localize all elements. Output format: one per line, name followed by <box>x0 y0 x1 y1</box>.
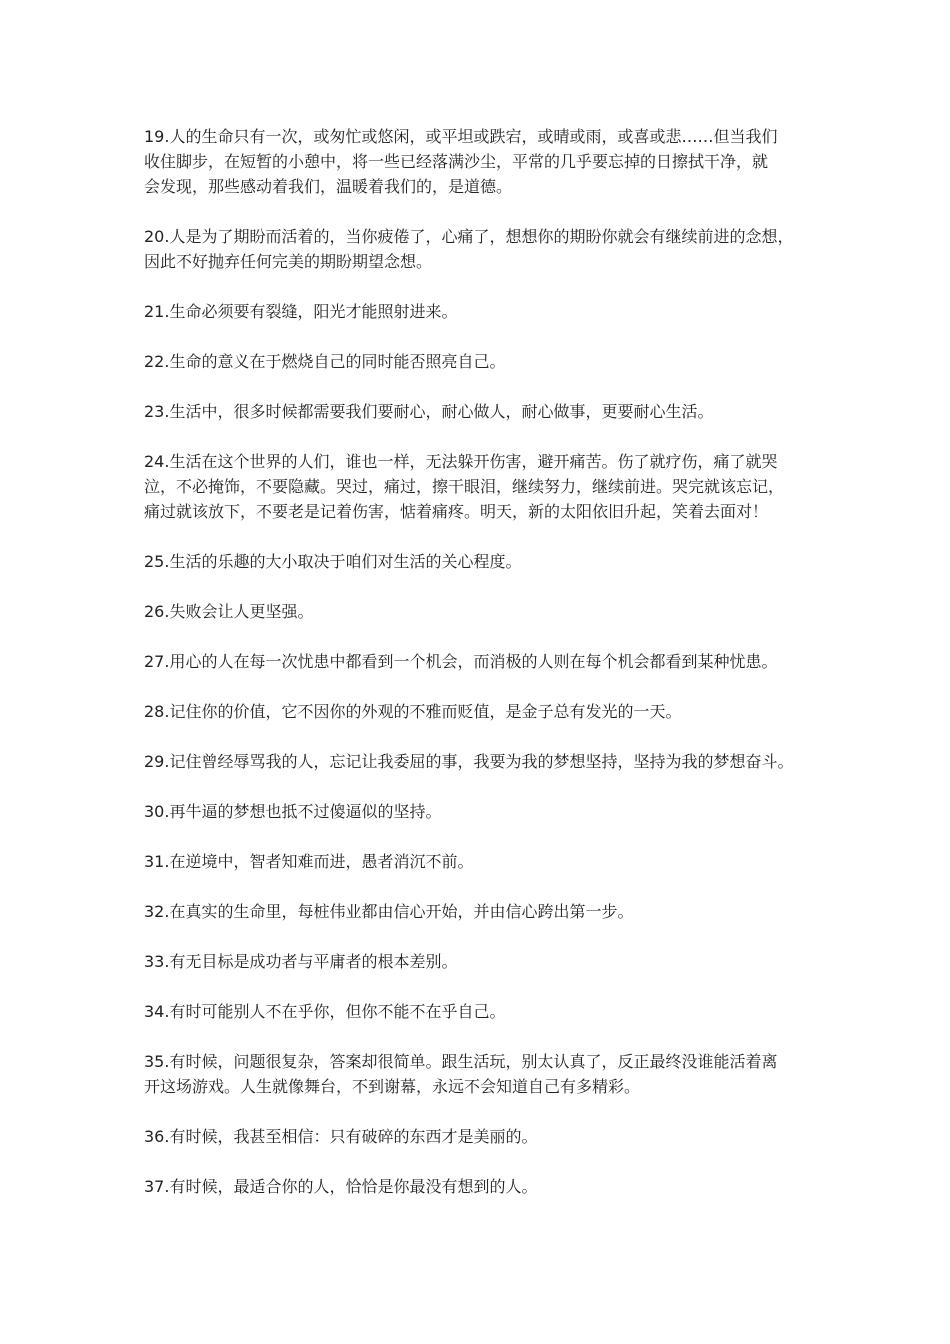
paragraph-line: 28.记住你的价值，它不因你的外观的不雅而贬值，是金子总有发光的一天。 <box>144 702 682 721</box>
paragraph-line: 37.有时候，最适合你的人，恰恰是你最没有想到的人。 <box>144 1177 538 1196</box>
paragraph-line: 痛过就该放下，不要老是记着伤害，惦着痛疼。明天，新的太阳依旧升起，笑着去面对！ <box>144 502 769 521</box>
paragraph-line: 24.生活在这个世界的人们，谁也一样，无法躲开伤害，避开痛苦。伤了就疗伤，痛了就哭 <box>144 452 778 471</box>
quote-paragraph <box>144 1174 820 1199</box>
paragraph-line: 23.生活中，很多时候都需要我们要耐心，耐心做人，耐心做事，更要耐心生活。 <box>144 402 714 421</box>
quote-paragraph <box>144 849 820 874</box>
quote-paragraph <box>144 649 820 674</box>
quote-paragraph <box>144 1124 820 1149</box>
quote-paragraph <box>144 749 820 774</box>
paragraph-line: 26.失败会让人更坚强。 <box>144 602 314 621</box>
quote-list <box>144 124 820 1224</box>
paragraph-line: 20.人是为了期盼而活着的，当你疲倦了，心痛了，想想你的期盼你就会有继续前进的念想， <box>144 227 794 246</box>
quote-paragraph <box>144 699 820 724</box>
quote-paragraph <box>144 449 820 524</box>
quote-paragraph <box>144 599 820 624</box>
paragraph-line: 22.生命的意义在于燃烧自己的同时能否照亮自己。 <box>144 352 506 371</box>
paragraph-line: 32.在真实的生命里，每桩伟业都由信心开始，并由信心跨出第一步。 <box>144 902 634 921</box>
paragraph-line: 21.生命必须要有裂缝，阳光才能照射进来。 <box>144 302 458 321</box>
paragraph-line: 开这场游戏。人生就像舞台，不到谢幕，永远不会知道自己有多精彩。 <box>144 1077 641 1096</box>
quote-paragraph <box>144 999 820 1024</box>
paragraph-line: 27.用心的人在每一次忧患中都看到一个机会，而消极的人则在每个机会都看到某种忧患。 <box>144 652 778 671</box>
quote-paragraph <box>144 549 820 574</box>
paragraph-line: 收住脚步，在短暂的小憩中，将一些已经落满沙尘，平常的几乎要忘掉的日擦拭干净，就 <box>144 152 769 171</box>
paragraph-line: 泣，不必掩饰，不要隐藏。哭过，痛过，擦干眼泪，继续努力，继续前进。哭完就该忘记， <box>144 477 785 496</box>
quote-paragraph <box>144 299 820 324</box>
paragraph-line: 30.再牛逼的梦想也抵不过傻逼似的坚持。 <box>144 802 442 821</box>
paragraph-line: 因此不好抛弃任何完美的期盼期望念想。 <box>144 252 433 271</box>
quote-paragraph <box>144 124 820 199</box>
quote-paragraph <box>144 949 820 974</box>
paragraph-line: 31.在逆境中，智者知难而进，愚者消沉不前。 <box>144 852 474 871</box>
quote-paragraph <box>144 799 820 824</box>
quote-paragraph <box>144 899 820 924</box>
paragraph-line: 34.有时可能别人不在乎你，但你不能不在乎自己。 <box>144 1002 506 1021</box>
paragraph-line: 19.人的生命只有一次，或匆忙或悠闲，或平坦或跌宕，或晴或雨，或喜或悲……但当我们 <box>144 127 778 146</box>
quote-paragraph <box>144 1049 820 1099</box>
quote-paragraph <box>144 224 820 274</box>
paragraph-line: 25.生活的乐趣的大小取决于咱们对生活的关心程度。 <box>144 552 522 571</box>
paragraph-line: 36.有时候，我甚至相信：只有破碎的东西才是美丽的。 <box>144 1127 538 1146</box>
paragraph-line: 35.有时候，问题很复杂，答案却很简单。跟生活玩，别太认真了，反正最终没谁能活着离 <box>144 1052 778 1071</box>
quote-paragraph <box>144 349 820 374</box>
paragraph-line: 33.有无目标是成功者与平庸者的根本差别。 <box>144 952 458 971</box>
paragraph-line: 会发现，那些感动着我们，温暖着我们的，是道德。 <box>144 177 513 196</box>
paragraph-line: 29.记住曾经辱骂我的人，忘记让我委屈的事，我要为我的梦想坚持，坚持为我的梦想奋斗。 <box>144 752 794 771</box>
quote-paragraph <box>144 399 820 424</box>
